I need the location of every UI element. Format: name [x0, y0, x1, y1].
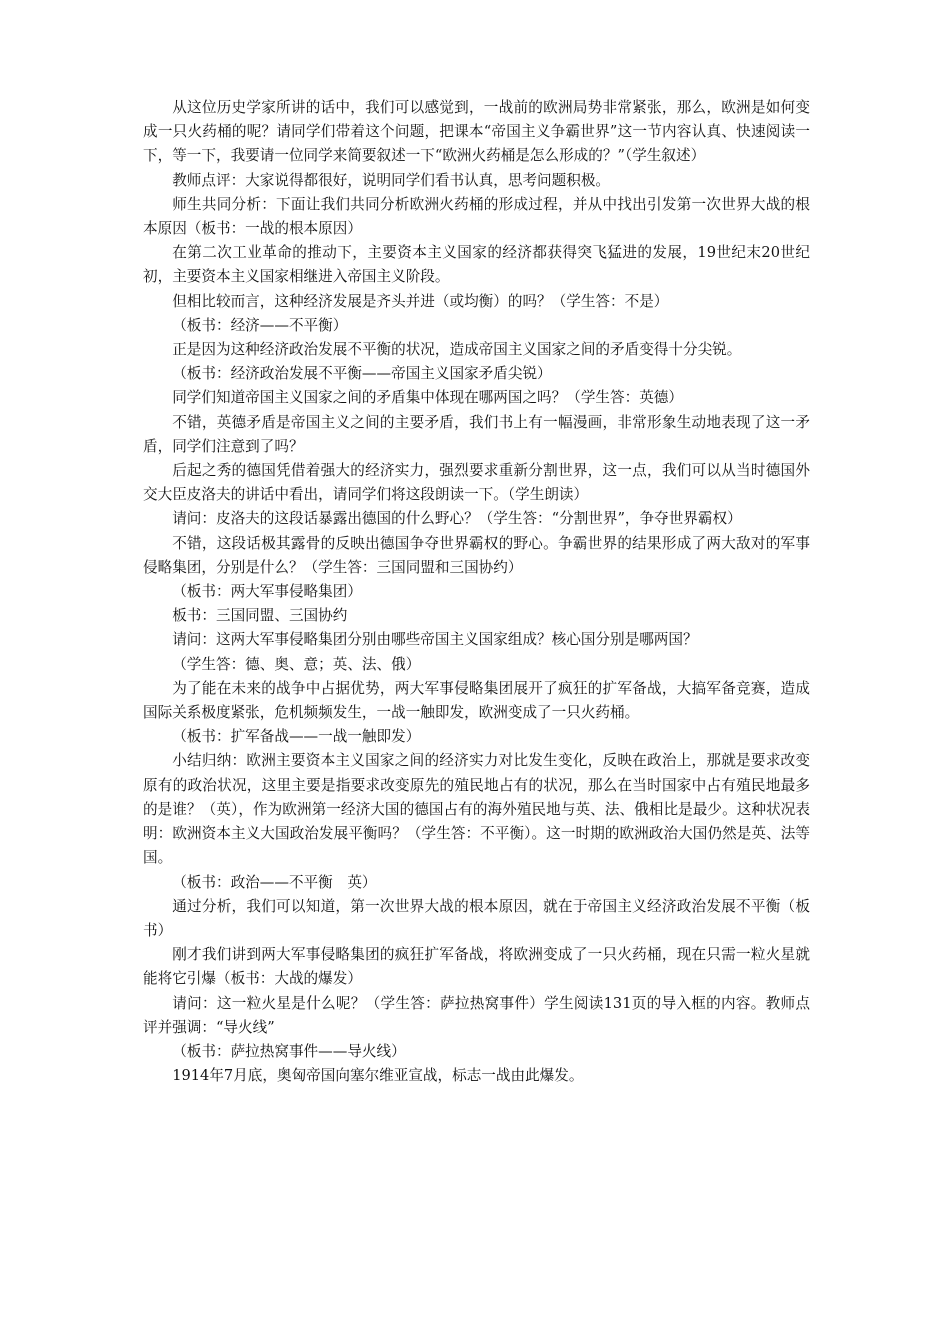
paragraph: 正是因为这种经济政治发展不平衡的状况，造成帝国主义国家之间的矛盾变得十分尖锐。 — [172, 341, 742, 359]
paragraph: （板书：政治——不平衡 英） — [172, 873, 377, 891]
paragraph: 但相比较而言，这种经济发展是齐头并进（或均衡）的吗？（学生答：不是） — [172, 292, 669, 310]
paragraph: 刚才我们讲到两大军事侵略集团的疯狂扩军备战，将欧洲变成了一只火药桶，现在只需一粒火星就能将它引爆（板书：大战的爆发） — [143, 946, 810, 988]
paragraph: 为了能在未来的战争中占据优势，两大军事侵略集团展开了疯狂的扩军备战，大搞军备竞赛，造成国际关系极度紧张，危机频频发生，一战一触即发，欧洲变成了一只火药桶。 — [143, 679, 810, 722]
paragraph: 板书：三国同盟、三国协约 — [172, 607, 348, 625]
paragraph: 教师点评：大家说得都很好，说明同学们看书认真，思考问题积极。 — [172, 171, 611, 189]
paragraph: 在第二次工业革命的推动下，主要资本主义国家的经济都获得突飞猛进的发展，19世纪末20世纪初，主要资本主义国家相继进入帝国主义阶段。 — [143, 244, 810, 286]
paragraph: 从这位历史学家所讲的话中，我们可以感觉到，一战前的欧洲局势非常紧张，那么，欧洲是如何变成一只火药桶的呢？请同学们带着这个问题，把课本“帝国主义争霸世界”这一节内容认真、快速阅读一下，等一下，我要请一位同学来简要叙述一下“欧洲火药桶是怎么形成的？”（学生叙述） — [143, 99, 810, 165]
paragraph: 不错，这段话极其露骨的反映出德国争夺世界霸权的野心。争霸世界的结果形成了两大敌对的军事侵略集团，分别是什么？（学生答：三国同盟和三国协约） — [143, 534, 810, 576]
paragraph: 同学们知道帝国主义国家之间的矛盾集中体现在哪两国之吗？（学生答：英德） — [172, 389, 683, 407]
paragraph: 通过分析，我们可以知道，第一次世界大战的根本原因，就在于帝国主义经济政治发展不平衡（板书） — [143, 897, 810, 939]
paragraph: （板书：两大军事侵略集团） — [172, 583, 362, 601]
paragraph: 请问：这两大军事侵略集团分别由哪些帝国主义国家组成？核心国分别是哪两国？ — [172, 631, 698, 649]
paragraph: （学生答：德、奥、意；英、法、俄） — [172, 655, 421, 673]
paragraph: 师生共同分析：下面让我们共同分析欧洲火药桶的形成过程，并从中找出引发第一次世界大战的根本原因（板书：一战的根本原因） — [143, 195, 810, 238]
paragraph: 小结归纳：欧洲主要资本主义国家之间的经济实力对比发生变化，反映在政治上，那就是要求改变原有的政治状况，这里主要是指要求改变原先的殖民地占有的状况，那么在当时国家中占有殖民地最多的是谁？（英），作为欧洲第一经济大国的德国占有的海外殖民地与英、法、俄相比是最少。这种状况表明：欧洲资本主义大国政治发展平衡吗？（学生答：不平衡）。这一时期的欧洲政治大国仍然是英、法等国。 — [143, 752, 810, 867]
paragraph: （板书：萨拉热窝事件——导火线） — [172, 1042, 406, 1060]
paragraph: 请问：皮洛夫的这段话暴露出德国的什么野心？（学生答：“分割世界”，争夺世界霸权） — [172, 510, 742, 528]
paragraph: 不错，英德矛盾是帝国主义之间的主要矛盾，我们书上有一幅漫画，非常形象生动地表现了这一矛盾，同学们注意到了吗？ — [143, 413, 810, 455]
paragraph: （板书：经济——不平衡） — [172, 316, 348, 334]
paragraph: 1914年7月底，奥匈帝国向塞尔维亚宣战，标志一战由此爆发。 — [172, 1067, 584, 1085]
document-page — [143, 96, 810, 1088]
paragraph: （板书：经济政治发展不平衡——帝国主义国家矛盾尖锐） — [172, 365, 552, 383]
paragraph: 请问：这一粒火星是什么呢？（学生答：萨拉热窝事件）学生阅读131页的导入框的内容。教师点评并强调：“导火线” — [143, 994, 810, 1036]
paragraph: 后起之秀的德国凭借着强大的经济实力，强烈要求重新分割世界，这一点，我们可以从当时德国外交大臣皮洛夫的讲话中看出，请同学们将这段朗读一下。（学生朗读） — [143, 462, 810, 504]
paragraph: （板书：扩军备战——一战一触即发） — [172, 728, 421, 746]
